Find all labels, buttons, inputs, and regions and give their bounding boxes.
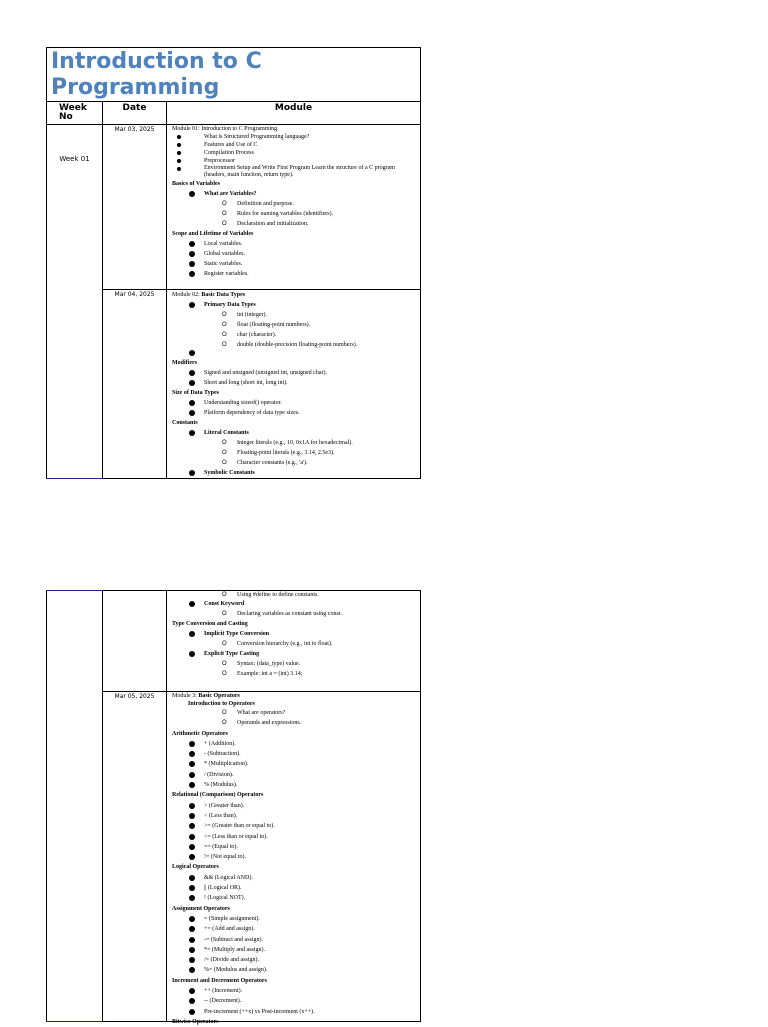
list-item: == (Equal to). [172, 842, 420, 852]
title-block [47, 48, 420, 102]
document-page-2 [46, 590, 421, 1025]
section-heading: Modifiers [172, 360, 197, 366]
header-week: Week No [59, 103, 87, 122]
module-column [167, 102, 420, 478]
list-item: O float (floating-point numbers). [222, 322, 311, 328]
list-item: += (Add and assign). [172, 924, 420, 934]
list-item: O double (double-precision floating-point numbers). [222, 342, 358, 348]
list-item: Static variables. [172, 259, 420, 269]
list-item: != (Not equal to). [172, 852, 420, 862]
list-item: O Rules for naming variables (identifiers). [222, 211, 334, 217]
list-item: O Example: int a = (int) 3.14; [222, 671, 303, 677]
module-title: Module 01: Introduction to C Programming [172, 126, 278, 132]
module-row-1 [167, 125, 420, 289]
section-heading: Relational (Comparison) Operators [172, 792, 264, 799]
list-item: %= (Modulus and assign). [172, 965, 420, 975]
list-item: < (Less than). [172, 811, 420, 821]
list-item: O Using #define to define constants. [222, 592, 319, 598]
section-heading: Bitwise Operators [172, 1018, 219, 1025]
section-heading: Basics of Variables [172, 181, 221, 187]
section-heading: Assignment Operators [172, 905, 230, 912]
list-item: O Character constants (e.g., 'a'). [222, 460, 308, 466]
list-item: Understanding sizeof() operator. [172, 398, 420, 408]
section-heading: Arithmetic Operators [172, 730, 228, 737]
list-item: Literal Constants [172, 428, 420, 438]
list-item: Const Keyword [172, 599, 420, 609]
list-item: = (Simple assignment). [172, 914, 420, 924]
list-item: > (Greater than). [172, 801, 420, 811]
date-row-1: Mar 03, 2025 [114, 126, 155, 133]
list-item: <= (Less than or equal to). [172, 832, 420, 842]
section-heading: Introduction to Operators [188, 701, 255, 707]
list-item: O Floating-point literals (e.g., 3.14, 2.5e3). [222, 450, 335, 456]
section-heading: Size of Data Types [172, 390, 219, 396]
module-column [167, 591, 420, 1025]
list-item: || (Logical OR). [172, 883, 420, 893]
list-item: -= (Subtract and assign). [172, 935, 420, 945]
section-heading: Type Conversion and Casting [172, 621, 248, 627]
page-edge-line [46, 478, 102, 479]
list-item: What is Structured Programming language? [172, 133, 420, 141]
date-row-3: Mar 05, 2025 [114, 693, 155, 700]
date-column [103, 591, 167, 1021]
header-date: Date [122, 103, 147, 113]
list-item: Features and Use of C [172, 141, 420, 149]
document-page-1 [46, 47, 421, 479]
list-item: O Syntax: (data_type) value. [222, 661, 301, 667]
header-module: Module [274, 103, 313, 113]
list-item: % (Modulus). [172, 780, 420, 790]
page-edge-line [46, 590, 102, 591]
list-item: Environment Setup and Write First Program Learn the structure of a C program (headers, main function, return type). [172, 165, 420, 179]
module-row-2-continued [167, 591, 420, 691]
list-item: O Declaring variables as constant using const. [222, 611, 342, 617]
list-item: O Declaration and initialization. [222, 221, 309, 227]
module-title: Module 3: Basic Operators [172, 693, 240, 699]
week-column [47, 102, 103, 478]
list-item: ++ (Increment). [172, 986, 420, 996]
date-row-2: Mar 04, 2025 [114, 291, 155, 298]
date-column [103, 102, 167, 478]
module-row-2 [167, 289, 420, 478]
list-item: O int (integer). [222, 312, 267, 318]
list-item: O char (character). [222, 332, 277, 338]
list-item: / (Division). [172, 770, 420, 780]
list-item: O Conversion hierarchy (e.g., int to float). [222, 641, 333, 647]
week-label: Week 01 [59, 155, 90, 163]
list-item: Primary Data Types [172, 300, 420, 310]
list-item: - (Subtraction). [172, 749, 420, 759]
list-item: Platform dependency of data type sizes. [172, 408, 420, 418]
list-item: && (Logical AND). [172, 873, 420, 883]
list-item: /= (Divide and assign). [172, 955, 420, 965]
list-item: Symbolic Constants [172, 468, 420, 478]
list-item: O Operands and expressions. [222, 720, 302, 727]
page-title: Introduction to C Programming [51, 49, 262, 100]
section-heading: Constants [172, 420, 198, 426]
list-item: Explicit Type Casting [172, 649, 420, 659]
section-heading: Scope and Lifetime of Variables [172, 231, 254, 237]
list-item: ! (Logical NOT). [172, 893, 420, 903]
list-item: Register variables. [172, 269, 420, 279]
list-item: Global variables. [172, 249, 420, 259]
list-item: Compilation Process [172, 149, 420, 157]
list-item: + (Addition). [172, 739, 420, 749]
list-item: -- (Decrement). [172, 996, 420, 1006]
list-item: O Integer literals (e.g., 10, 0x1A for hexadecimal). [222, 440, 353, 446]
list-item [172, 348, 420, 358]
section-heading: Increment and Decrement Operators [172, 977, 267, 984]
list-item: * (Multiplication). [172, 759, 420, 769]
module-title: Module 02: Basic Data Types [172, 292, 246, 298]
section-heading: Logical Operators [172, 864, 219, 871]
list-item: Signed and unsigned (unsigned int, unsigned char). [172, 368, 420, 378]
list-item: Local variables. [172, 239, 420, 249]
page-edge-line [46, 1021, 102, 1022]
list-item: What are Variables? [172, 189, 420, 199]
list-item: >= (Greater than or equal to). [172, 821, 420, 831]
list-item: *= (Multiply and assign). [172, 945, 420, 955]
list-item: Implicit Type Conversion [172, 629, 420, 639]
module-row-3 [167, 691, 420, 1027]
week-column [47, 591, 103, 1021]
list-item: O Definition and purpose. [222, 201, 294, 207]
list-item: O What are operators? [222, 710, 286, 716]
list-item: Pre-increment (++x) vs Post-increment (x++). [172, 1007, 420, 1017]
list-item: Short and long (short int, long int). [172, 378, 420, 388]
list-item: Preprocessor [172, 157, 420, 165]
